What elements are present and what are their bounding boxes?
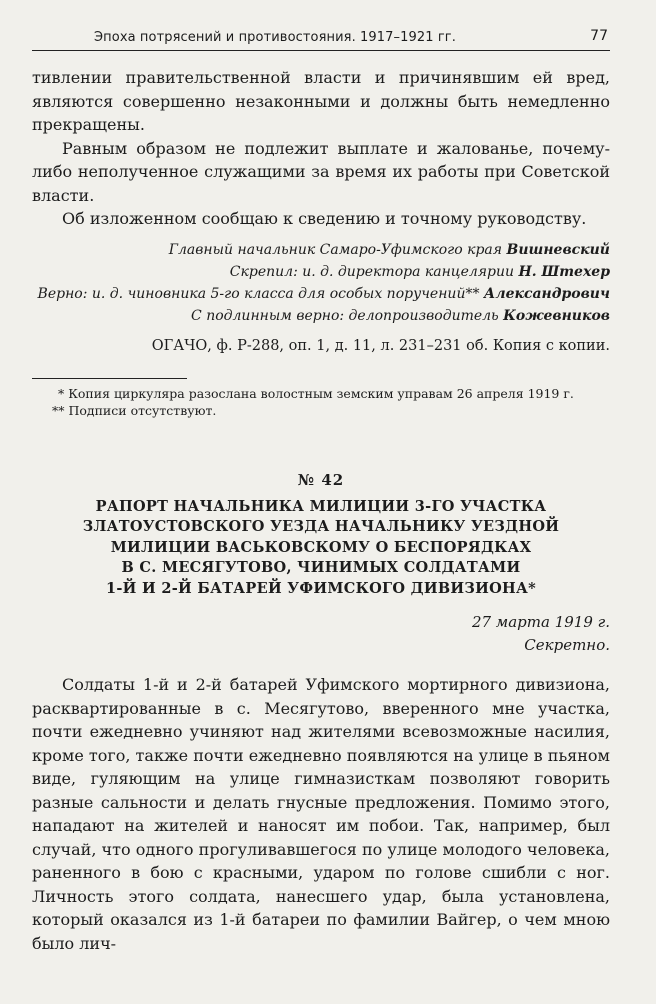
- signature-line: [32, 305, 610, 327]
- title-line: 1-Й И 2-Й БАТАРЕЙ УФИМСКОГО ДИВИЗИОНА*: [105, 579, 537, 597]
- document-classification: Секретно.: [524, 636, 610, 654]
- report-body: Солдаты 1-й и 2-й батарей Уфимского мортирного дивизиона, расквартированные в с. Месягутово, вверенного мне участка, почти ежедневно учиняют над жителями всевозможные насилия, кроме того, также почти ежедневно появляются на улице в пьяном виде, гуляющим на улице гимназисткам позволяют говорить разные сальности и делать гнусные предложения. Помимо этого, нападают на жителей и наносят им побои. Так, например, был случай, что одного прогуливавшегося по улице молодого человека, раненного в бою с красными, ударом по голове сшибли с ног. Личность этого солдата, нанесшего удар, была установлена, который оказался из 1-й батареи по фамилии Вайгер, о чем мною было лич-: [32, 675, 610, 953]
- signature-role: Скрепил: и. д. директора канцелярии: [229, 263, 515, 280]
- signature-line: [32, 283, 610, 305]
- running-header: [32, 26, 610, 51]
- title-line: МИЛИЦИИ ВАСЬКОВСКОМУ О БЕСПОРЯДКАХ: [110, 538, 532, 556]
- paragraph-notice: Об изложенном сообщаю к сведению и точному руководству.: [62, 209, 587, 228]
- signature-role: С подлинным верно: делопроизводитель: [191, 307, 499, 324]
- footnote-2: ** Подписи отсутствуют.: [52, 403, 217, 418]
- signature-role: Верно: и. д. чиновника 5-го класса для особых поручений**: [37, 285, 480, 302]
- signature-name: Кожевников: [503, 307, 610, 324]
- running-title: Эпоха потрясений и противостояния. 1917–1921 гг.: [94, 30, 456, 45]
- signature-name: Александрович: [483, 285, 610, 302]
- paragraph-continuation: тивлении правительственной власти и причинявшим ей вред, являются совершенно незаконными и должны быть немедленно прекращены.: [32, 68, 610, 134]
- page-number: 77: [590, 28, 608, 44]
- signature-line: [32, 261, 610, 283]
- paragraph-salary: Равным образом не подлежит выплате и жалованье, почему-либо неполученное служащими за время их работы при Советской власти.: [32, 138, 610, 205]
- document-title: [32, 497, 610, 600]
- title-line: РАПОРТ НАЧАЛЬНИКА МИЛИЦИИ 3-ГО УЧАСТКА: [95, 497, 547, 515]
- page-body: [32, 66, 610, 955]
- signature-line: [32, 239, 610, 261]
- signature-block: [32, 239, 610, 327]
- archival-reference: ОГАЧО, ф. Р-288, оп. 1, д. 11, л. 231–231 об. Копия с копии.: [151, 337, 610, 354]
- title-line: ЗЛАТОУСТОВСКОГО УЕЗДА НАЧАЛЬНИКУ УЕЗДНОЙ: [82, 518, 560, 535]
- footnote-divider: [32, 378, 187, 379]
- signature-role: Главный начальник Самаро-Уфимского края: [168, 241, 503, 258]
- footnote-1: * Копия циркуляра разослана волостным земским управам 26 апреля 1919 г.: [58, 386, 574, 401]
- signature-name: Вишневский: [506, 241, 610, 258]
- document-number: № 42: [297, 471, 345, 489]
- signature-name: Н. Штехер: [518, 263, 610, 280]
- title-line: В С. МЕСЯГУТОВО, ЧИНИМЫХ СОЛДАТАМИ: [121, 559, 521, 576]
- document-date: 27 марта 1919 г.: [471, 613, 610, 631]
